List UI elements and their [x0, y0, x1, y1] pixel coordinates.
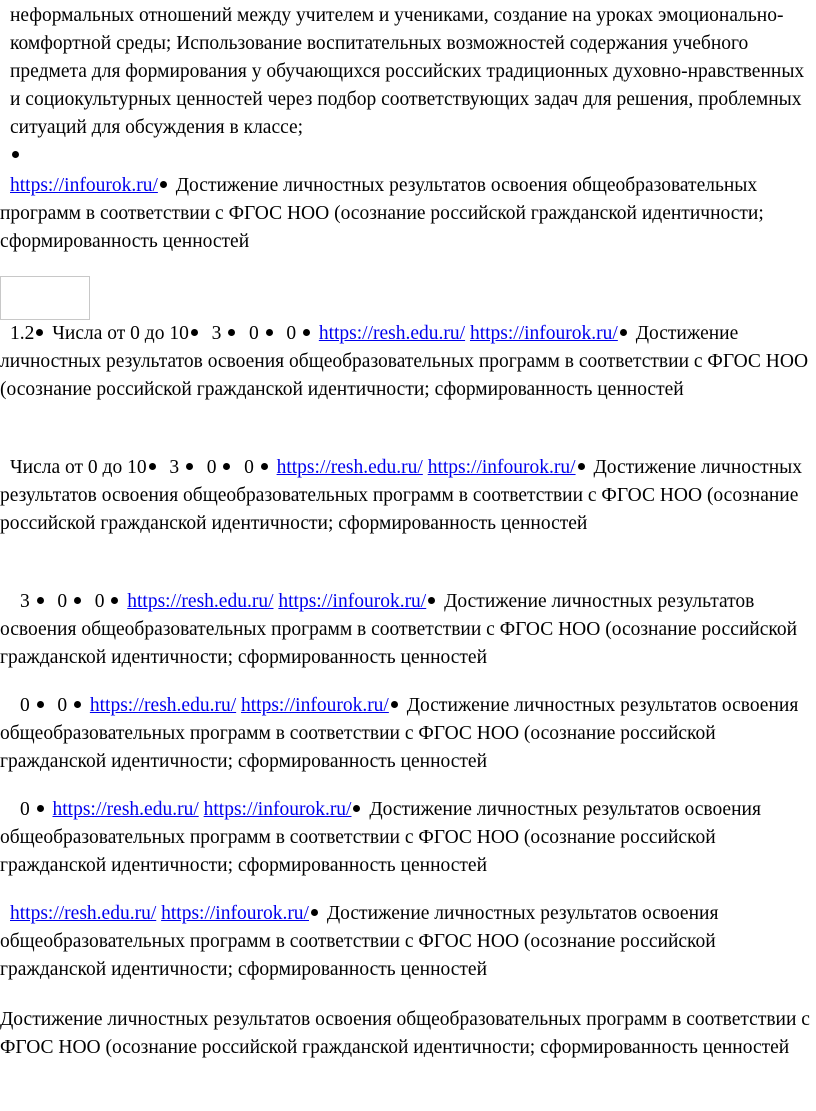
infourok-link[interactable]: https://infourok.ru/ — [10, 175, 158, 196]
infourok-link[interactable]: https://infourok.ru/ — [278, 591, 427, 612]
bullet-icon — [391, 701, 398, 708]
achievement-text: Достижение личностных результатов освоения общеобразовательных программ в соответствии с ФГОС НОО (осознание российской гражданской идентичности; сформированность ценностей — [0, 591, 798, 668]
resh-link[interactable]: https://resh.edu.ru/ — [318, 323, 466, 344]
intro-paragraph — [10, 2, 810, 170]
bullet-icon — [266, 329, 273, 336]
achievement-text: Достижение личностных результатов освоения общеобразовательных программ в соответствии с ФГОС НОО (осознание российской гражданской идентичности; сформированность ценностей — [0, 457, 802, 534]
resh-link[interactable]: https://resh.edu.ru/ — [10, 903, 157, 924]
bullet-icon — [223, 463, 230, 470]
infourok-link[interactable]: https://infourok.ru/ — [161, 903, 309, 924]
achievement-text: Достижение личностных результатов освоения общеобразовательных программ в соответствии с ФГОС НОО (осознание российской гражданской идентичности; сформированность ценностей — [0, 799, 761, 876]
table-row — [0, 796, 812, 880]
achievement-text: Достижение личностных результатов освоения общеобразовательных программ в соответствии с ФГОС НОО (осознание российской гражданской идентичности; сформированность ценностей — [0, 323, 809, 400]
bullet-icon — [191, 329, 198, 336]
test-count: 0 — [57, 591, 68, 612]
achievement-text: Достижение личностных результатов освоения общеобразовательных программ в соответствии с ФГОС НОО (осознание российской гражданской идентичности; сформированность ценностей — [0, 175, 764, 252]
table-row — [0, 1006, 812, 1062]
infourok-link[interactable]: https://infourok.ru/ — [427, 457, 576, 478]
bullet-icon — [149, 463, 156, 470]
resh-link[interactable]: https://resh.edu.ru/ — [89, 695, 237, 716]
infourok-link[interactable]: https://infourok.ru/ — [203, 799, 352, 820]
bullet-icon — [37, 805, 44, 812]
hours-count: 3 — [20, 591, 30, 612]
infourok-link[interactable]: https://infourok.ru/ — [240, 695, 389, 716]
bullet-icon — [12, 151, 19, 158]
practice-count: 0 — [20, 799, 30, 820]
table-row — [0, 588, 812, 672]
bullet-icon — [578, 463, 585, 470]
table-row — [0, 320, 812, 404]
practice-count: 0 — [94, 591, 105, 612]
bullet-icon — [261, 463, 268, 470]
table-row — [0, 900, 812, 984]
bullet-icon — [36, 329, 43, 336]
intro-text: неформальных отношений между учителем и учениками, создание на уроках эмоционально-комфортной среды; Использование воспитательных возможностей содержания учебного предмета для формирования у обучающихся российских традиционных духовно-нравственных и социокультурных ценностей через подбор соответствующих задач для решения, проблемных ситуаций для обсуждения в классе; — [10, 5, 805, 138]
test-count: 0 — [248, 323, 259, 344]
fragment-infourok — [0, 172, 812, 256]
bullet-icon — [74, 597, 81, 604]
bullet-icon — [37, 597, 44, 604]
bullet-icon — [311, 909, 318, 916]
topic-name: Числа от 0 до 10 — [52, 323, 189, 344]
section-number: 1.2 — [10, 323, 35, 344]
infourok-link[interactable]: https://infourok.ru/ — [469, 323, 618, 344]
bullet-icon — [228, 329, 235, 336]
resh-link[interactable]: https://resh.edu.ru/ — [127, 591, 274, 612]
hours-count: 3 — [169, 457, 180, 478]
practice-count: 0 — [57, 695, 68, 716]
bullet-icon — [160, 181, 167, 188]
bullet-icon — [111, 597, 118, 604]
bullet-icon — [303, 329, 310, 336]
bullet-icon — [353, 805, 360, 812]
bullet-icon — [620, 329, 627, 336]
topic-name: Числа от 0 до 10 — [10, 457, 147, 478]
resh-link[interactable]: https://resh.edu.ru/ — [276, 457, 423, 478]
achievement-text: Достижение личностных результатов освоения общеобразовательных программ в соответствии с ФГОС НОО (осознание российской гражданской идентичности; сформированность ценностей — [0, 903, 719, 980]
hours-count: 3 — [211, 323, 222, 344]
test-count: 0 — [20, 695, 30, 716]
bullet-icon — [74, 701, 81, 708]
bullet-icon — [37, 701, 44, 708]
test-count: 0 — [206, 457, 217, 478]
bullet-icon — [428, 597, 435, 604]
table-row — [0, 692, 812, 776]
empty-table-cell — [0, 276, 90, 320]
achievement-text: Достижение личностных результатов освоения общеобразовательных программ в соответствии с ФГОС НОО (осознание российской гражданской идентичности; сформированность ценностей — [0, 1009, 810, 1058]
resh-link[interactable]: https://resh.edu.ru/ — [52, 799, 199, 820]
practice-count: 0 — [244, 457, 254, 478]
practice-count: 0 — [286, 323, 297, 344]
bullet-icon — [186, 463, 193, 470]
table-row — [0, 454, 812, 538]
achievement-text: Достижение личностных результатов освоения общеобразовательных программ в соответствии с ФГОС НОО (осознание российской гражданской идентичности; сформированность ценностей — [0, 695, 799, 772]
